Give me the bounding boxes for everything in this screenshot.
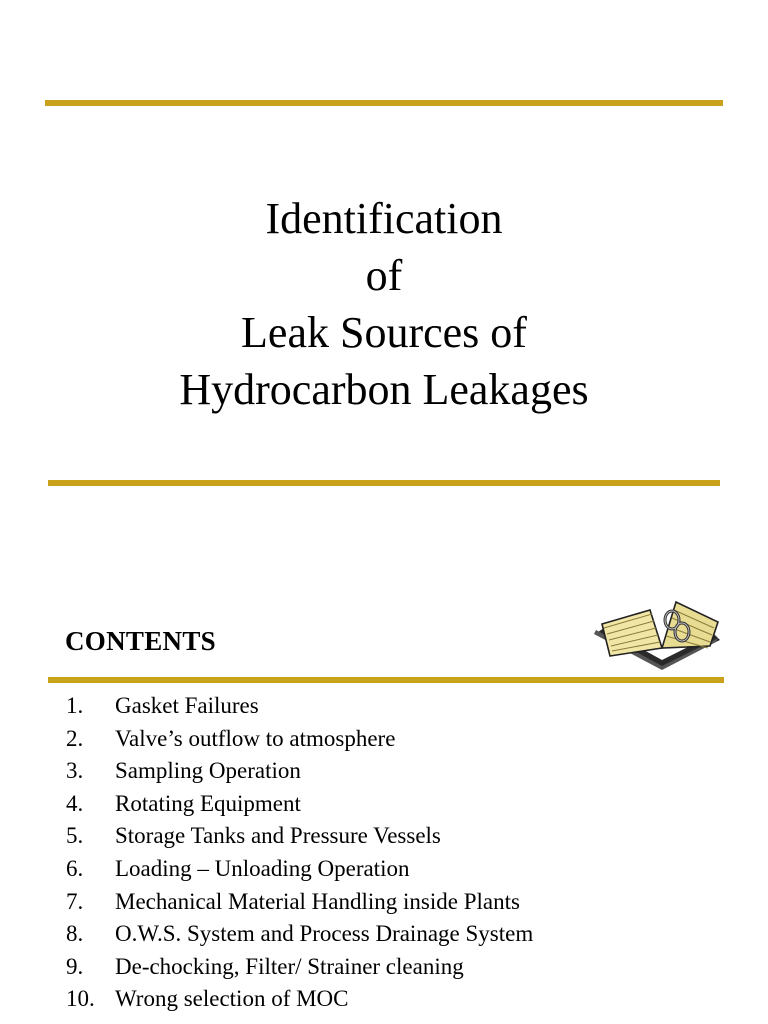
- contents-list: [66, 690, 533, 1016]
- list-item-text: De-chocking, Filter/ Strainer cleaning: [115, 953, 464, 979]
- title-line-2: of: [365, 251, 403, 300]
- list-item: [66, 820, 533, 853]
- list-item: [66, 918, 533, 951]
- page-title: [0, 190, 768, 418]
- list-item: [66, 690, 533, 723]
- list-item-text: Loading – Unloading Operation: [115, 855, 410, 881]
- title-line-1: Identification: [265, 194, 503, 243]
- list-item-number: 7.: [66, 888, 84, 914]
- list-item: [66, 853, 533, 886]
- list-item-number: 8.: [66, 921, 84, 947]
- list-item-text: Gasket Failures: [115, 693, 259, 718]
- list-item-number: 2.: [66, 725, 84, 751]
- contents-divider: [48, 677, 724, 683]
- title-line-4: Hydrocarbon Leakages: [179, 365, 589, 414]
- list-item-text: Rotating Equipment: [115, 790, 301, 816]
- list-item: [66, 983, 533, 1016]
- list-item-number: 4.: [66, 790, 84, 816]
- contents-heading: CONTENTS: [65, 626, 216, 656]
- list-item-text: Mechanical Material Handling inside Plants: [115, 888, 520, 914]
- open-book-icon: [592, 594, 724, 670]
- list-item: [66, 723, 533, 756]
- top-divider: [45, 100, 723, 106]
- list-item-number: 10.: [66, 986, 95, 1012]
- list-item-number: 3.: [66, 758, 84, 784]
- list-item-number: 9.: [66, 953, 84, 979]
- list-item: [66, 755, 533, 788]
- list-item-number: 1.: [66, 693, 84, 718]
- list-item: [66, 788, 533, 821]
- list-item-number: 5.: [66, 823, 84, 849]
- list-item: [66, 886, 533, 919]
- title-line-3: Leak Sources of: [241, 308, 527, 357]
- list-item-text: Sampling Operation: [115, 758, 301, 784]
- list-item-number: 6.: [66, 855, 84, 881]
- list-item-text: O.W.S. System and Process Drainage System: [115, 921, 534, 947]
- list-item-text: Storage Tanks and Pressure Vessels: [115, 823, 441, 849]
- middle-divider: [48, 480, 720, 486]
- list-item-text: Valve’s outflow to atmosphere: [115, 725, 396, 751]
- list-item: [66, 951, 533, 984]
- list-item-text: Wrong selection of MOC: [115, 986, 349, 1012]
